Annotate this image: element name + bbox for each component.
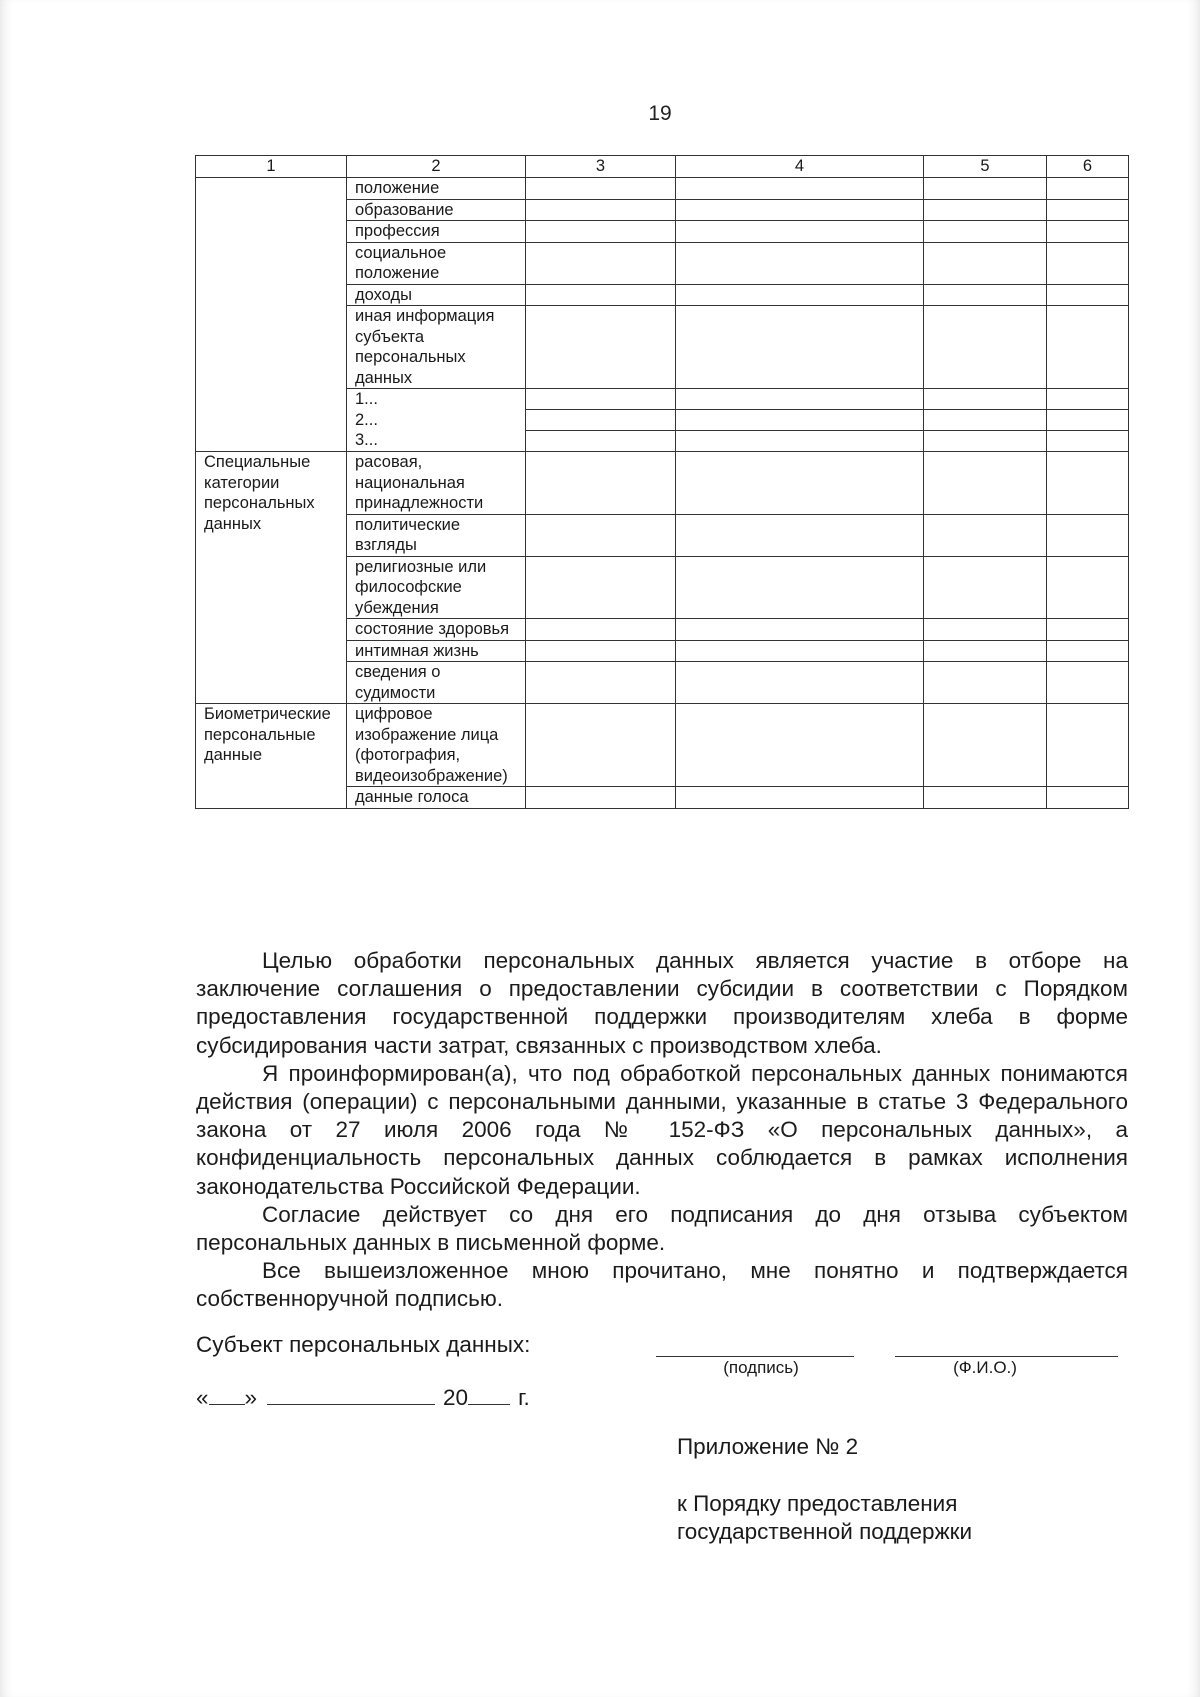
cell — [526, 431, 676, 452]
cell — [924, 619, 1047, 641]
column-header: 4 — [676, 156, 924, 178]
data-item: политические взгляды — [347, 514, 526, 556]
month-blank — [267, 1382, 435, 1405]
cell — [924, 410, 1047, 431]
data-item: религиозные или философские убеждения — [347, 556, 526, 619]
consent-text — [196, 947, 1128, 1314]
data-item: расовая, национальная принадлежности — [347, 452, 526, 515]
cell — [1047, 199, 1129, 221]
category-cell: Специальные категории персональных данных — [196, 452, 347, 704]
annex-subtitle — [677, 1490, 972, 1546]
personal-data-table — [195, 155, 1129, 809]
cell — [924, 662, 1047, 704]
cell — [676, 787, 924, 809]
day-blank — [209, 1382, 245, 1405]
cell — [526, 199, 676, 221]
cell — [526, 619, 676, 641]
cell — [676, 410, 924, 431]
category-cell-empty — [196, 178, 347, 452]
cell — [526, 640, 676, 662]
data-item: интимная жизнь — [347, 640, 526, 662]
paragraph: Все вышеизложенное мною прочитано, мне понятно и подтверждается собственноручной подписью. — [196, 1258, 1128, 1312]
subject-label: Субъект персональных данных: — [196, 1332, 531, 1357]
sub-items-cell — [347, 389, 526, 452]
cell — [924, 787, 1047, 809]
year-suffix: г. — [518, 1385, 530, 1410]
paragraph: Согласие действует со дня его подписания до дня отзыва субъектом персональных данных в письменной форме. — [196, 1201, 1128, 1256]
cell — [1047, 704, 1129, 787]
cell — [676, 221, 924, 243]
date-close-quote: » — [244, 1385, 258, 1410]
table-row — [196, 704, 1129, 787]
data-item: образование — [347, 199, 526, 221]
data-item: социальное положение — [347, 242, 526, 284]
sub-item: 3... — [355, 431, 378, 449]
cell — [526, 704, 676, 787]
cell — [676, 242, 924, 284]
year-prefix: 20 — [443, 1385, 469, 1410]
cell — [676, 431, 924, 452]
year-blank — [468, 1382, 510, 1405]
cell — [924, 452, 1047, 515]
column-header: 5 — [924, 156, 1047, 178]
data-item: состояние здоровья — [347, 619, 526, 641]
cell — [924, 242, 1047, 284]
category-cell: Биометрические персональные данные — [196, 704, 347, 809]
name-caption: (Ф.И.О.) — [953, 1358, 1017, 1377]
cell — [676, 662, 924, 704]
paragraph: Я проинформирован(а), что под обработкой персональных данных понимаются действия (операции) с персональными данными, указанные в статье 3 Федерального закона от 27 июля 2006 года № 152-ФЗ «О персональных данных», а конфиденциальность персональных данных соблюдается в рамках исполнения законодательства Российской Федерации. — [196, 1060, 1128, 1199]
cell — [526, 389, 676, 410]
cell — [924, 704, 1047, 787]
table-row — [196, 452, 1129, 515]
signature-line — [656, 1356, 854, 1357]
cell — [1047, 221, 1129, 243]
cell — [526, 306, 676, 389]
cell — [1047, 284, 1129, 306]
cell — [1047, 787, 1129, 809]
data-item: цифровое изображение лица (фотография, видеоизображение) — [347, 704, 526, 787]
cell — [924, 431, 1047, 452]
cell — [1047, 514, 1129, 556]
cell — [676, 556, 924, 619]
data-item: положение — [347, 178, 526, 200]
column-header: 6 — [1047, 156, 1129, 178]
annex-title: Приложение № 2 — [677, 1434, 859, 1459]
name-line — [895, 1356, 1118, 1357]
cell — [924, 221, 1047, 243]
cell — [1047, 431, 1129, 452]
sub-item: 2... — [355, 410, 378, 429]
cell — [924, 556, 1047, 619]
cell — [924, 284, 1047, 306]
paragraph: Целью обработки персональных данных является участие в отборе на заключение соглашения о предоставлении субсидии в соответствии с Порядком предоставления государственной поддержки производителям хлеба в форме субсидирования части затрат, связанных с производством хлеба. — [196, 948, 1128, 1058]
data-item: профессия — [347, 221, 526, 243]
data-item: сведения о судимости — [347, 662, 526, 704]
cell — [526, 514, 676, 556]
cell — [526, 556, 676, 619]
cell — [1047, 306, 1129, 389]
cell — [526, 410, 676, 431]
table-row — [196, 178, 1129, 200]
cell — [526, 284, 676, 306]
data-item: данные голоса — [347, 787, 526, 809]
data-item: доходы — [347, 284, 526, 306]
cell — [924, 640, 1047, 662]
annex-line: к Порядку предоставления — [677, 1491, 958, 1516]
table-header-row — [196, 156, 1129, 178]
cell — [924, 514, 1047, 556]
cell — [526, 242, 676, 284]
cell — [1047, 389, 1129, 410]
column-header: 2 — [347, 156, 526, 178]
cell — [1047, 662, 1129, 704]
cell — [676, 514, 924, 556]
data-item: иная информация субъекта персональных данных — [347, 306, 526, 389]
cell — [924, 178, 1047, 200]
date-line — [196, 1382, 530, 1411]
cell — [924, 199, 1047, 221]
cell — [676, 389, 924, 410]
cell — [676, 640, 924, 662]
cell — [1047, 410, 1129, 431]
cell — [1047, 178, 1129, 200]
cell — [676, 704, 924, 787]
cell — [1047, 452, 1129, 515]
cell — [676, 452, 924, 515]
cell — [526, 221, 676, 243]
cell — [676, 178, 924, 200]
cell — [1047, 556, 1129, 619]
cell — [526, 178, 676, 200]
cell — [676, 306, 924, 389]
cell — [1047, 242, 1129, 284]
cell — [676, 284, 924, 306]
cell — [676, 199, 924, 221]
cell — [526, 662, 676, 704]
column-header: 1 — [196, 156, 347, 178]
cell — [676, 619, 924, 641]
cell — [924, 306, 1047, 389]
date-open-quote: « — [196, 1385, 209, 1410]
signature-caption: (подпись) — [723, 1358, 799, 1377]
cell — [526, 787, 676, 809]
cell — [526, 452, 676, 515]
cell — [1047, 619, 1129, 641]
cell — [1047, 640, 1129, 662]
sub-item: 1... — [355, 390, 378, 408]
cell — [924, 389, 1047, 410]
column-header: 3 — [526, 156, 676, 178]
annex-line: государственной поддержки — [677, 1519, 973, 1544]
page-number: 19 — [648, 102, 672, 125]
